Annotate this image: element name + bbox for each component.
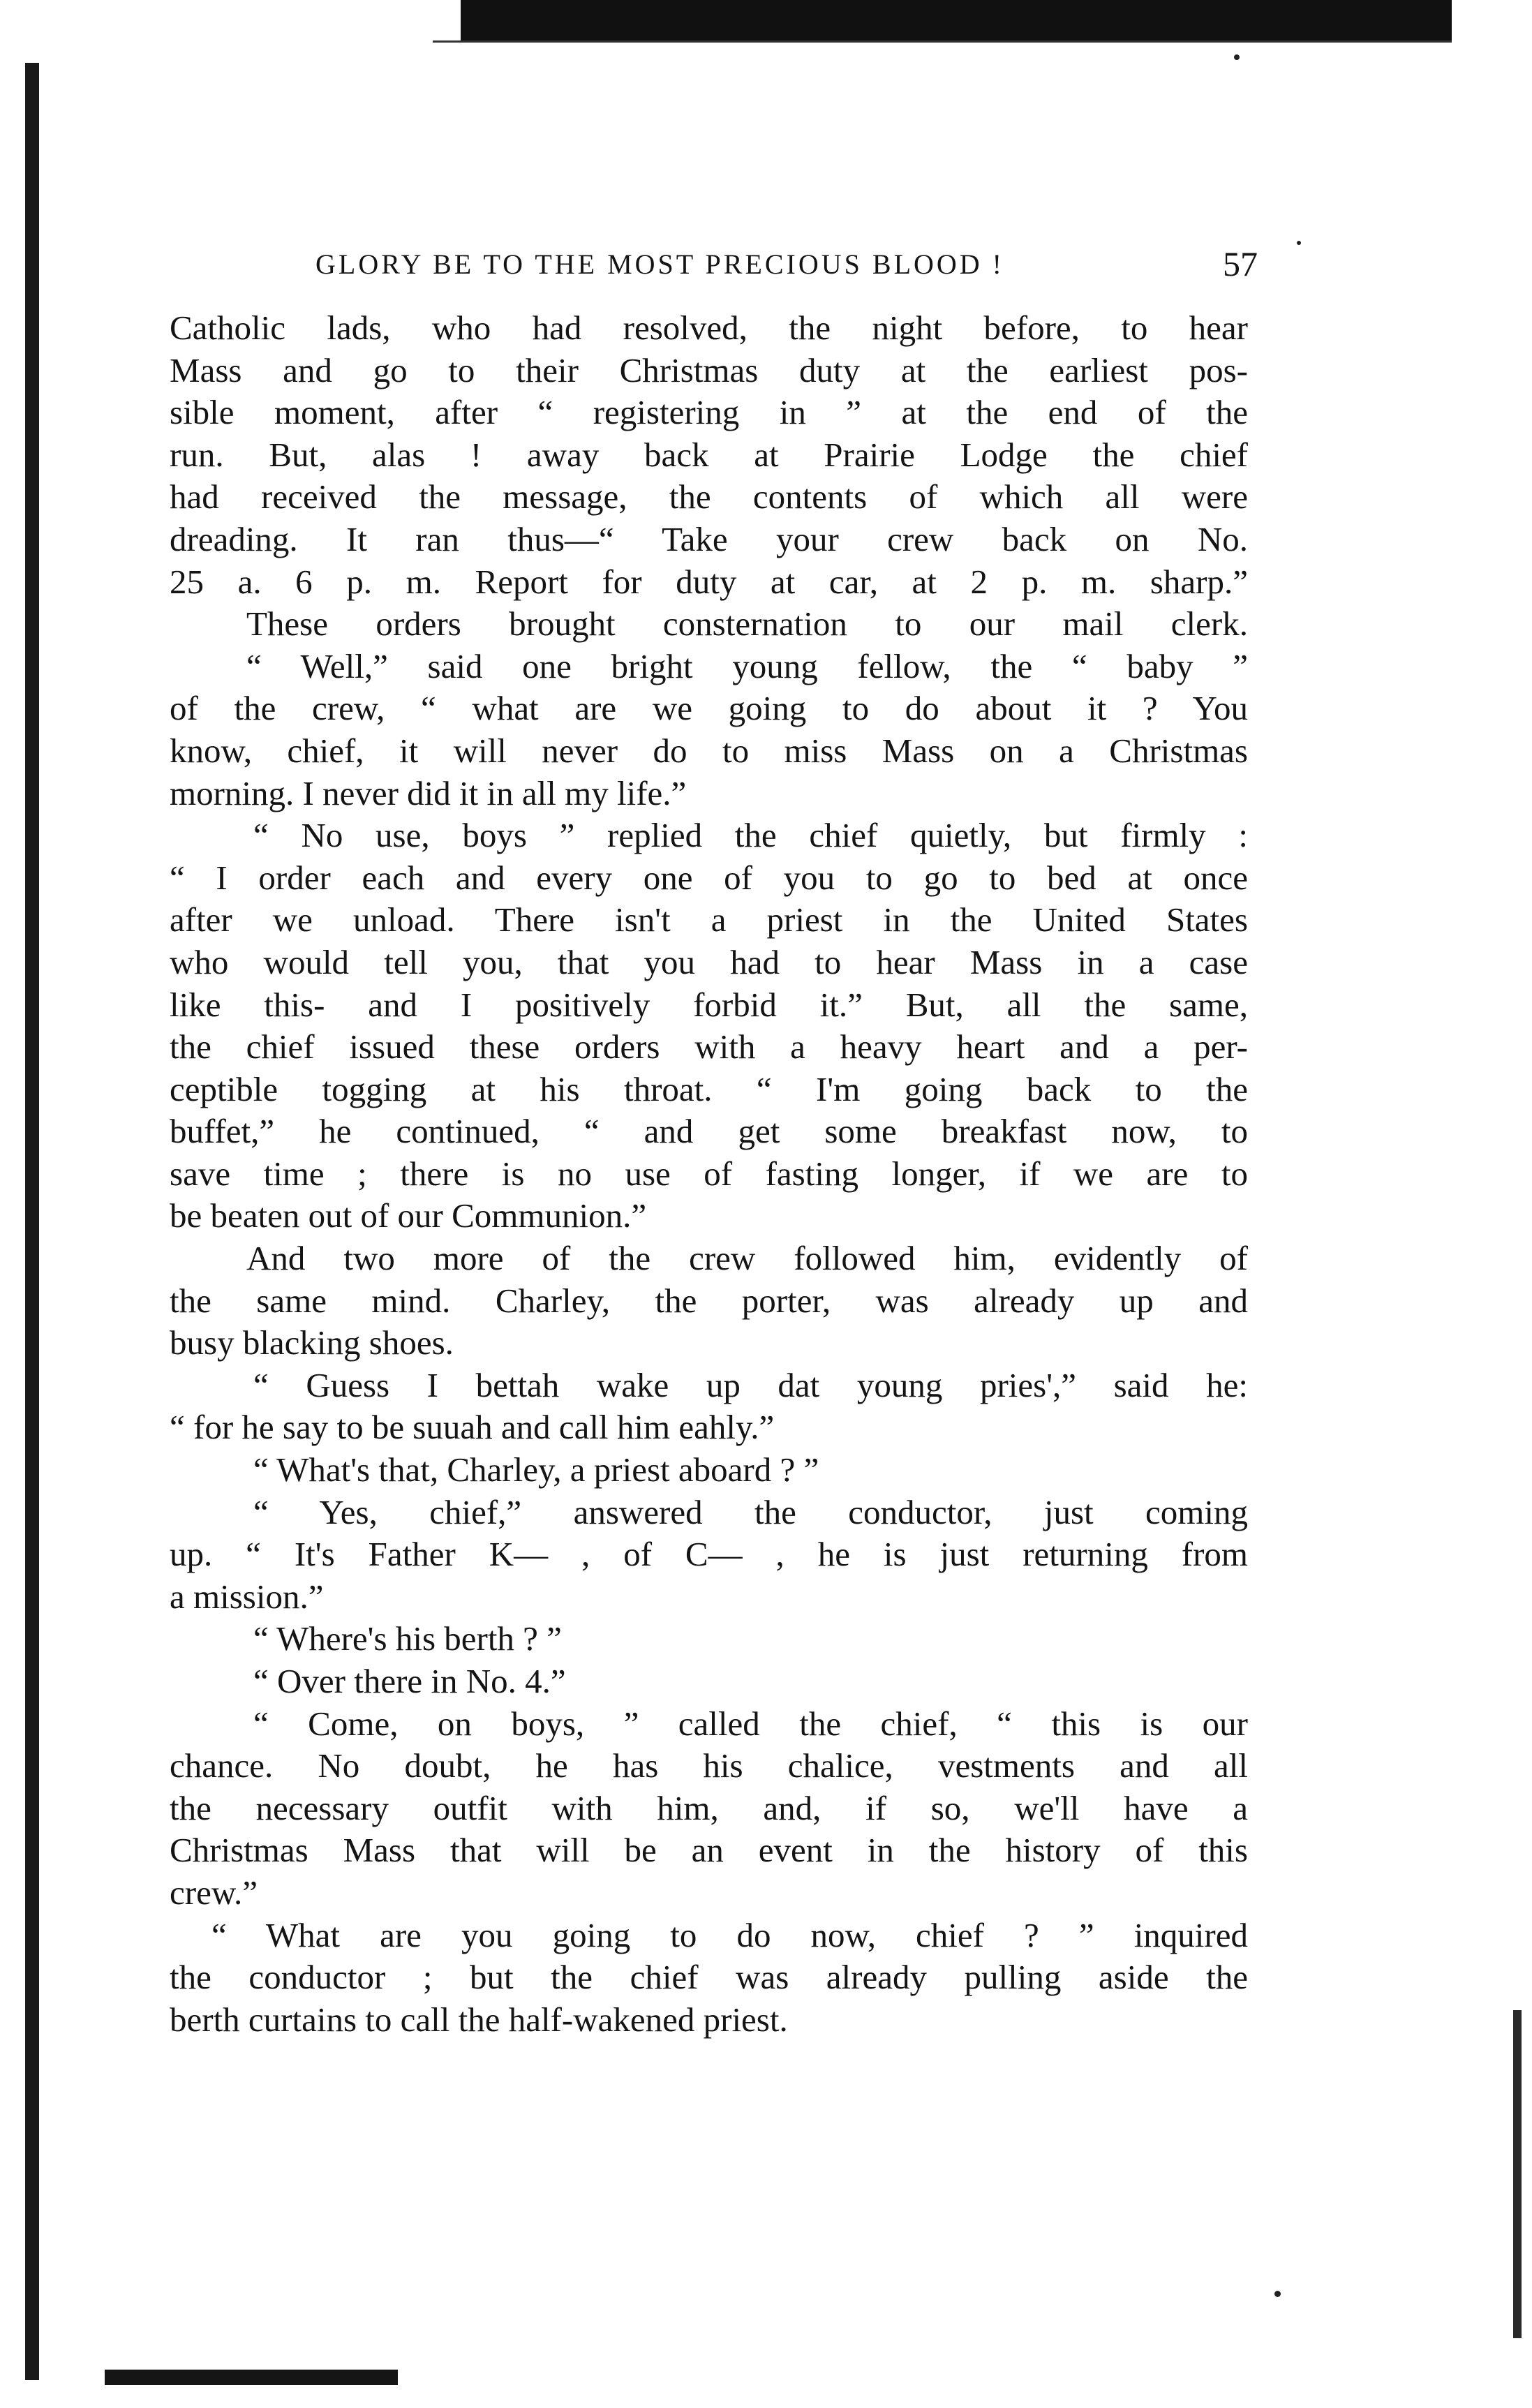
text-line: These orders brought consternation to our mail clerk. <box>246 604 1248 644</box>
text-line: Mass and go to their Christmas duty at the earliest pos- <box>170 350 1248 389</box>
text-line: the same mind. Charley, the porter, was already up and <box>170 1281 1248 1320</box>
text-line: morning. I never did it in all my life.” <box>170 773 687 812</box>
text-line: like this- and I positively forbid it.” But, all the same, <box>170 985 1248 1024</box>
text-line: know, chief, it will never do to miss Mass on a Christmas <box>170 731 1248 770</box>
text-line: crew.” <box>170 1873 258 1912</box>
text-line: buffet,” he continued, “ and get some breakfast now, to <box>170 1112 1248 1151</box>
scan-border-top <box>461 0 1452 42</box>
text-line: dreading. It ran thus—“ Take your crew back on No. <box>170 519 1248 558</box>
text-line: who would tell you, that you had to hear Mass in a case <box>170 942 1248 981</box>
page-body <box>170 307 1248 2041</box>
text-line: the necessary outfit with him, and, if so, we'll have a <box>170 1788 1248 1827</box>
scan-border-left <box>25 63 39 2380</box>
text-line: after we unload. There isn't a priest in the United States <box>170 900 1248 939</box>
running-head <box>315 244 1258 290</box>
text-line: be beaten out of our Communion.” <box>170 1196 647 1235</box>
text-line: “ Yes, chief,” answered the conductor, just coming <box>253 1492 1248 1531</box>
text-line: Catholic lads, who had resolved, the night before, to hear <box>170 309 1248 347</box>
scan-speck <box>1234 54 1240 60</box>
text-line: “ for he say to be suuah and call him eahly.” <box>170 1408 775 1447</box>
text-line: chance. No doubt, he has his chalice, vestments and all <box>170 1746 1248 1785</box>
text-line: save time ; there is no use of fasting longer, if we are to <box>170 1154 1248 1193</box>
text-line: “ What are you going to do now, chief ? ” inquired <box>211 1915 1248 1954</box>
text-line: ceptible togging at his throat. “ I'm going back to the <box>170 1069 1248 1108</box>
text-line: “ I order each and every one of you to go to bed at once <box>170 858 1248 897</box>
text-line: “ Well,” said one bright young fellow, the “ baby ” <box>246 646 1248 685</box>
text-line: the chief issued these orders with a heavy heart and a per- <box>170 1027 1248 1066</box>
text-line: had received the message, the contents of which all were <box>170 477 1248 516</box>
text-line: Christmas Mass that will be an event in the history of this <box>170 1831 1248 1870</box>
text-line: run. But, alas ! away back at Prairie Lodge the chief <box>170 435 1248 474</box>
text-line: “ No use, boys ” replied the chief quietly, but firmly : <box>253 816 1248 855</box>
text-line: “ Over there in No. 4.” <box>253 1662 566 1700</box>
scan-border-right <box>1513 2010 1522 2338</box>
text-line: of the crew, “ what are we going to do about it ? You <box>170 689 1248 728</box>
text-line: “ Where's his berth ? ” <box>253 1619 562 1658</box>
text-line: “ Come, on boys, ” called the chief, “ this is our <box>253 1704 1248 1743</box>
text-line: up. “ It's Father K— , of C— , he is just returning from <box>170 1535 1248 1574</box>
scan-border-top-rule <box>433 40 1452 43</box>
text-line: busy blacking shoes. <box>170 1323 454 1362</box>
text-line: “ What's that, Charley, a priest aboard ? ” <box>253 1450 819 1489</box>
text-line: 25 a. 6 p. m. Report for duty at car, at 2 p. m. sharp.” <box>170 562 1248 601</box>
scan-speck <box>1297 241 1301 245</box>
scan-speck <box>1274 2291 1281 2297</box>
running-title: GLORY BE TO THE MOST PRECIOUS BLOOD ! <box>315 248 1004 280</box>
text-line: And two more of the crew followed him, evidently of <box>246 1239 1248 1278</box>
page-number: 57 <box>1223 244 1258 283</box>
text-line: the conductor ; but the chief was already pulling aside the <box>170 1958 1248 1997</box>
text-line: berth curtains to call the half-wakened priest. <box>170 2000 788 2039</box>
text-line: a mission.” <box>170 1577 324 1616</box>
text-line: sible moment, after “ registering in ” at the end of the <box>170 393 1248 432</box>
scan-border-bottom <box>105 2370 398 2385</box>
text-line: “ Guess I bettah wake up dat young pries',” said he: <box>253 1365 1248 1404</box>
